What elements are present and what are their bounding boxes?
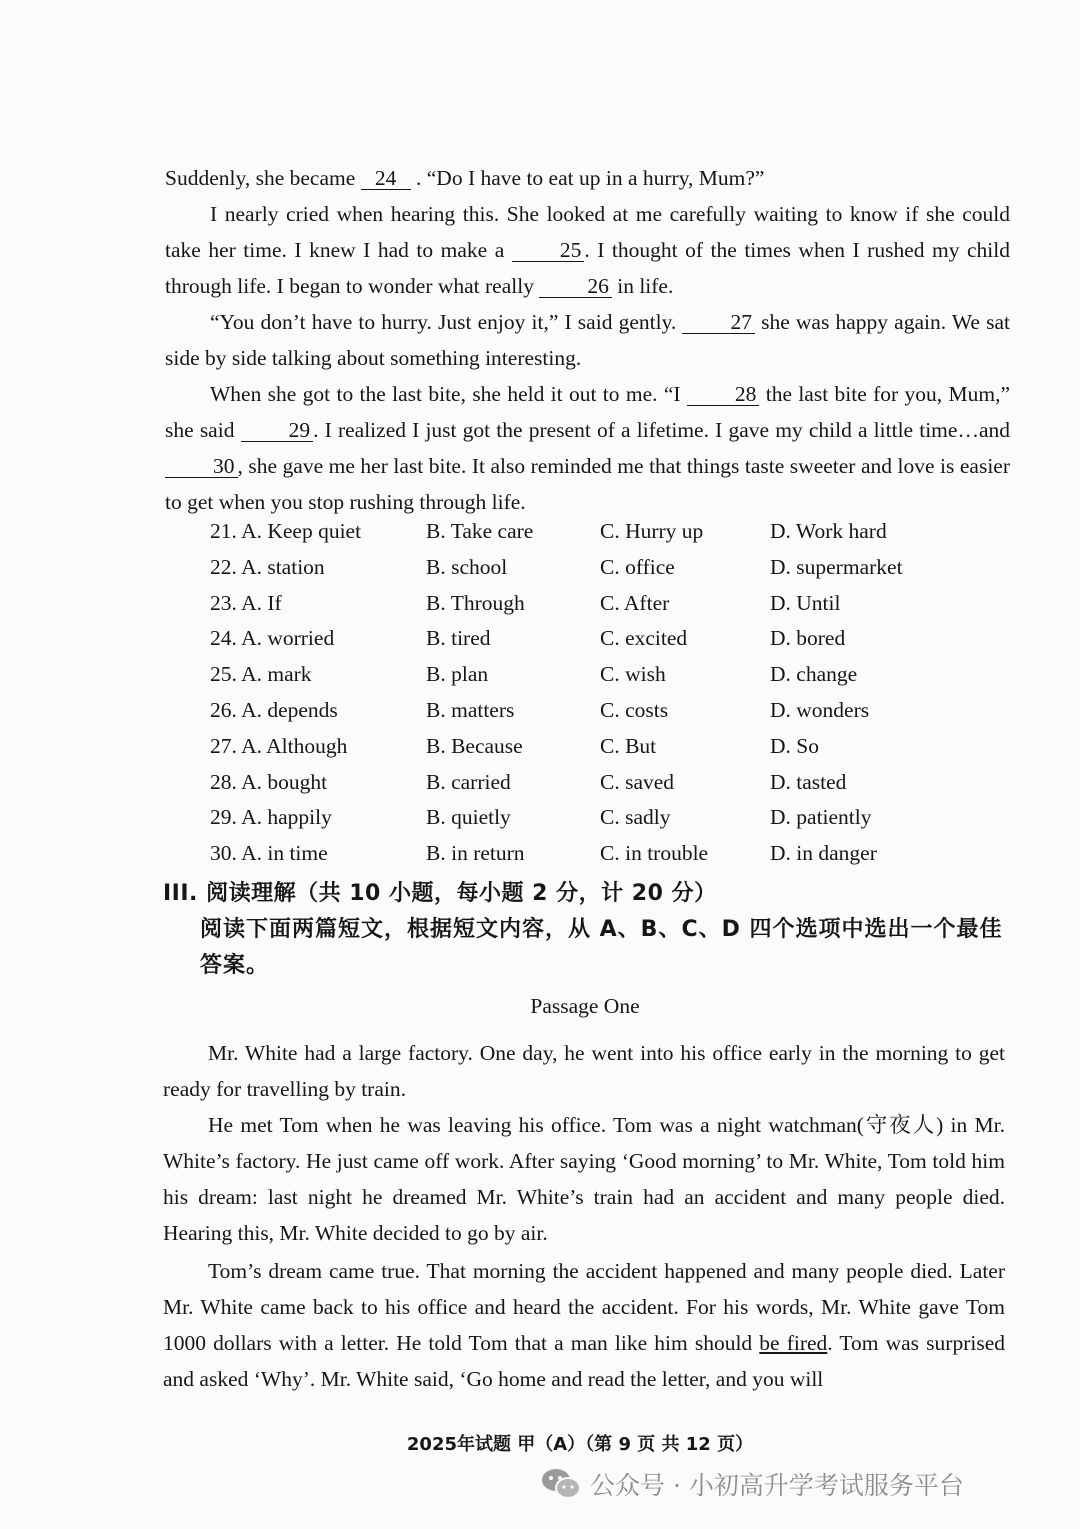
option-row-26: 26. A. depends B. matters C. costs D. wonders	[210, 697, 870, 722]
paragraph-3: “You don’t have to hurry. Just enjoy it,” I said gently. 27 she was happy again. We sat side by side talking about something interesting.	[165, 310, 1010, 370]
option-row-27: 27. A. Although B. Because C. But D. So	[210, 733, 819, 758]
blank-24: 24	[361, 167, 411, 190]
section-instruction: 阅读下面两篇短文，根据短文内容，从 A、B、C、D 四个选项中选出一个最佳答案。	[200, 917, 1003, 978]
text: Suddenly, she became	[165, 166, 361, 190]
option-row-24: 24. A. worried B. tired C. excited D. bored	[210, 626, 846, 651]
watermark-text: 公众号 · 小初高升学考试服务平台	[590, 1471, 964, 1500]
option-row-21: 21. A. Keep quiet B. Take care C. Hurry up D. Work hard	[210, 519, 887, 543]
option-row-30: 30. A. in time B. in return C. in trouble D. in danger	[210, 841, 877, 866]
wechat-icon	[540, 1466, 582, 1502]
underlined-phrase: be fired	[759, 1331, 828, 1355]
page-footer: 2025年试题 甲（A）（第 9 页 共 12 页）	[406, 1434, 754, 1455]
passage-paragraph-1: Mr. White had a large factory. One day, he went into his office early in the morning to get ready for travelling by train.	[163, 1041, 1005, 1101]
passage-title: Passage One	[530, 994, 640, 1018]
blank-28: 28	[687, 383, 760, 406]
answer-options	[210, 519, 970, 877]
passage-paragraph-3: Tom’s dream came true. That morning the accident happened and many people died. Later Mr. White came back to his office and heard the accident. For his words, Mr. White gave Tom 1000 dollars with a letter. He told Tom that a man like him should be fired. Tom was surprised and asked ‘Why’. Mr. White said, ‘Go home and read the letter, and you will	[163, 1259, 1005, 1391]
text: . “Do I have to eat up in a hurry, Mum?”	[410, 166, 765, 190]
passage-paragraph-2: He met Tom when he was leaving his office. Tom was a night watchman(守夜人) in Mr. White’s factory. He just came off work. After saying ‘Good morning’ to Mr. White, Tom told him his dream: last night he dreamed Mr. White’s train had an accident and many people died. Hearing this, Mr. White decided to go by air.	[163, 1113, 1005, 1245]
paragraph-1	[165, 160, 1010, 196]
blank-30: 30	[165, 455, 238, 478]
watermark	[540, 1466, 964, 1502]
option-row-23: 23. A. If B. Through C. After D. Until	[210, 590, 841, 615]
blank-26: 26	[539, 275, 612, 298]
blank-29: 29	[241, 419, 314, 442]
section-title: III. 阅读理解（共 10 小题，每小题 2 分，计 20 分）	[163, 881, 717, 906]
option-row-29: 29. A. happily B. quietly C. sadly D. patiently	[210, 805, 872, 830]
paragraph-4: When she got to the last bite, she held it out to me. “I 28 the last bite for you, Mum,” she said 29 . I realized I just got the present of a lifetime. I gave my child a little time…and 30 , she gave me her last bite. It also reminded me that things taste sweeter and love is easier to get when you stop rushing through life.	[165, 382, 1010, 514]
option-row-25: 25. A. mark B. plan C. wish D. change	[210, 662, 858, 687]
blank-25: 25	[512, 239, 585, 262]
option-row-22: 22. A. station B. school C. office D. supermarket	[210, 554, 903, 579]
paragraph-2: I nearly cried when hearing this. She looked at me carefully waiting to know if she could take her time. I knew I had to make a 25 . I thought of the times when I rushed my child through life. I began to wonder what really 26 in life.	[165, 202, 1011, 298]
blank-27: 27	[682, 311, 755, 334]
option-row-28: 28. A. bought B. carried C. saved D. tasted	[210, 769, 847, 794]
